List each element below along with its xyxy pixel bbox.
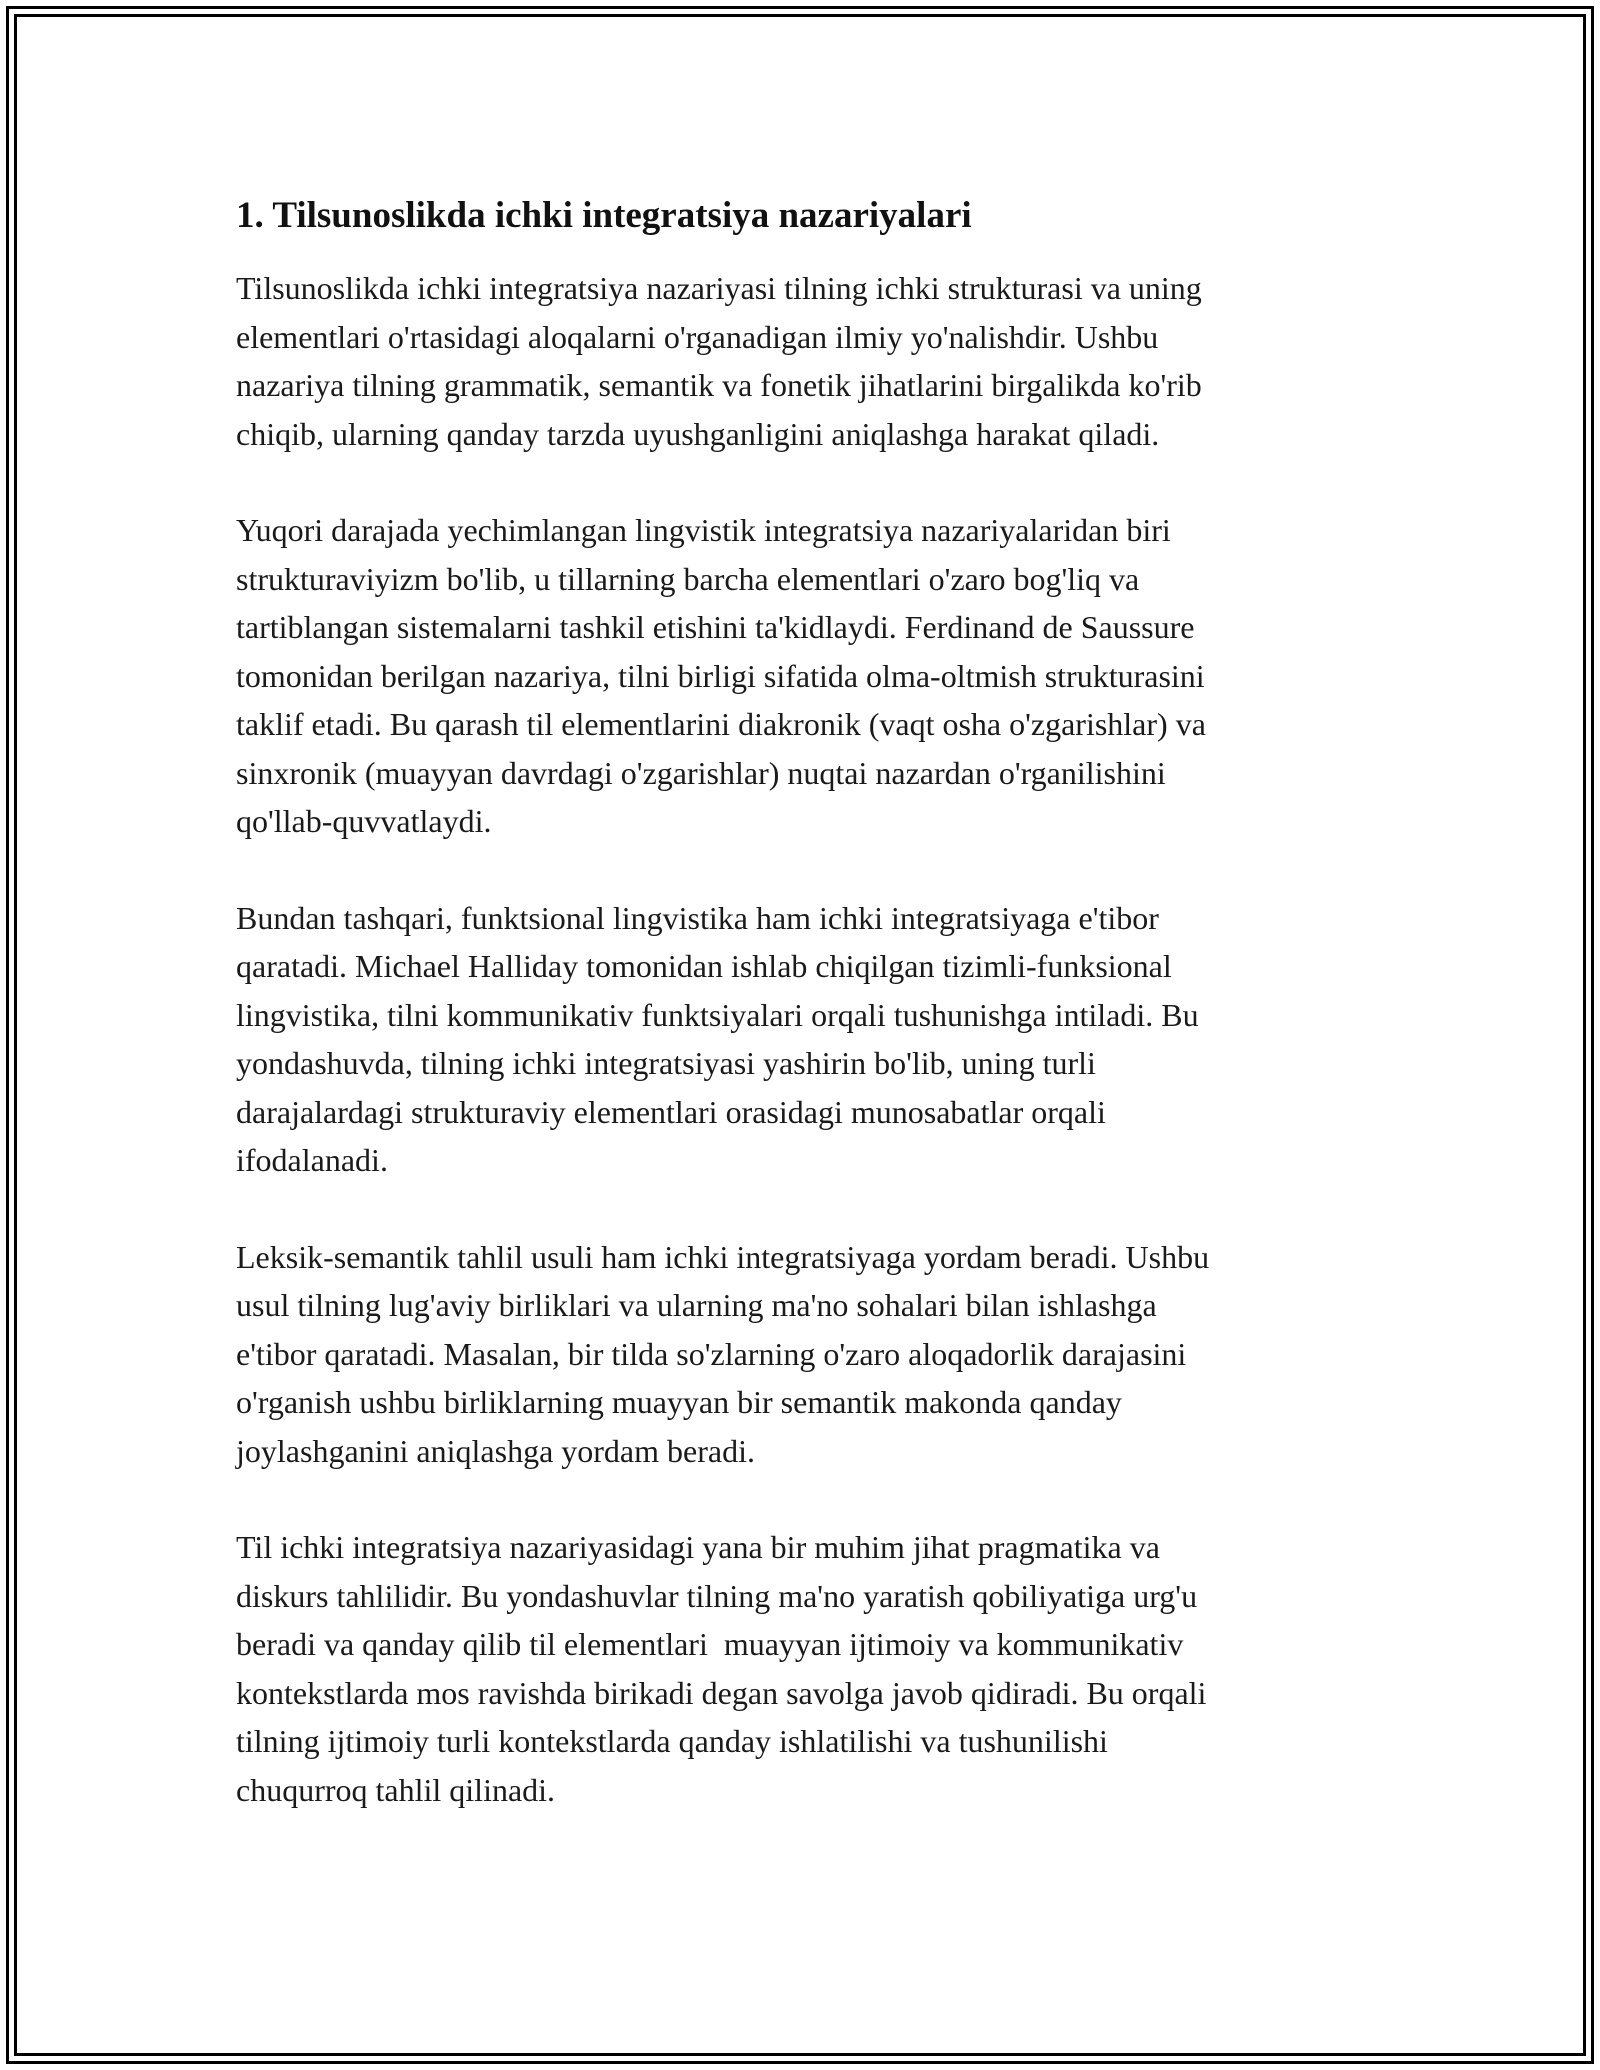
paragraph-line: yondashuvda, tilning ichki integratsiyasi yashirin bo'lib, uning turli (236, 1045, 1096, 1081)
paragraph-line: beradi va qanday qilib til elementlari muayyan ijtimoiy va kommunikativ (236, 1626, 1184, 1662)
paragraph-line: strukturaviyizm bo'lib, u tillarning barcha elementlari o'zaro bog'liq va (236, 560, 1140, 597)
paragraph-5 (236, 1523, 1376, 1814)
paragraph-1 (236, 264, 1376, 458)
paragraph-line: kontekstlarda mos ravishda birikadi degan savolga javob qidiradi. Bu orqali (236, 1674, 1207, 1711)
paragraph-line: chuqurroq tahlil qilinadi. (236, 1771, 556, 1808)
paragraph-4 (236, 1233, 1376, 1476)
paragraph-line: o'rganish ushbu birliklarning muayyan bir semantik makonda qanday (236, 1384, 1122, 1420)
paragraph-line: Tilsunoslikda ichki integratsiya nazariyasi tilning ichki strukturasi va uning (236, 270, 1202, 306)
paragraph-line: joylashganini aniqlashga yordam beradi. (236, 1432, 755, 1469)
paragraph-2 (236, 506, 1376, 846)
paragraph-line: Leksik-semantik tahlil usuli ham ichki integratsiyaga yordam beradi. Ushbu (236, 1238, 1210, 1275)
paragraph-line: lingvistika, tilni kommunikativ funktsiyalari orqali tushunishga intiladi. Bu (236, 996, 1199, 1033)
paragraph-line: tomonidan berilgan nazariya, tilni birligi sifatida olma-oltmish strukturasini (236, 657, 1205, 694)
paragraph-line: ifodalanadi. (236, 1142, 388, 1178)
section-heading: 1. Tilsunoslikda ichki integratsiya nazariyalari (236, 195, 972, 236)
paragraph-list (236, 264, 1376, 1814)
paragraph-line: tilning ijtimoiy turli kontekstlarda qanday ishlatilishi va tushunilishi (236, 1723, 1108, 1759)
paragraph-line: chiqib, ularning qanday tarzda uyushganligini aniqlashga harakat qiladi. (236, 415, 1160, 452)
paragraph-line: diskurs tahlilidir. Bu yondashuvlar tilning ma'no yaratish qobiliyatiga urg'u (236, 1577, 1198, 1614)
paragraph-line: nazariya tilning grammatik, semantik va fonetik jihatlarini birgalikda ko'rib (236, 367, 1202, 403)
paragraph-line: darajalardagi strukturaviy elementlari orasidagi munosabatlar orqali (236, 1093, 1106, 1130)
paragraph-line: sinxronik (muayyan davrdagi o'zgarishlar) nuqtai nazardan o'rganilishini (236, 754, 1166, 791)
paragraph-line: qo'llab-quvvatlaydi. (236, 803, 492, 839)
paragraph-line: Bundan tashqari, funktsional lingvistika ham ichki integratsiyaga e'tibor (236, 899, 1159, 936)
paragraph-line: Til ichki integratsiya nazariyasidagi yana bir muhim jihat pragmatika va (236, 1529, 1160, 1565)
paragraph-3 (236, 894, 1376, 1185)
document-body (236, 188, 1376, 1862)
paragraph-line: e'tibor qaratadi. Masalan, bir tilda so'zlarning o'zaro aloqadorlik darajasini (236, 1335, 1187, 1372)
paragraph-line: tartiblangan sistemalarni tashkil etishini ta'kidlaydi. Ferdinand de Saussure (236, 609, 1195, 645)
paragraph-line: usul tilning lug'aviy birliklari va ularning ma'no sohalari bilan ishlashga (236, 1287, 1157, 1323)
paragraph-line: Yuqori darajada yechimlangan lingvistik integratsiya nazariyalaridan biri (236, 512, 1171, 548)
paragraph-line: qaratadi. Michael Halliday tomonidan ishlab chiqilgan tizimli-funksional (236, 948, 1172, 984)
paragraph-line: taklif etadi. Bu qarash til elementlarini diakronik (vaqt osha o'zgarishlar) va (236, 706, 1206, 742)
paragraph-line: elementlari o'rtasidagi aloqalarni o'rganadigan ilmiy yo'nalishdir. Ushbu (236, 318, 1159, 355)
